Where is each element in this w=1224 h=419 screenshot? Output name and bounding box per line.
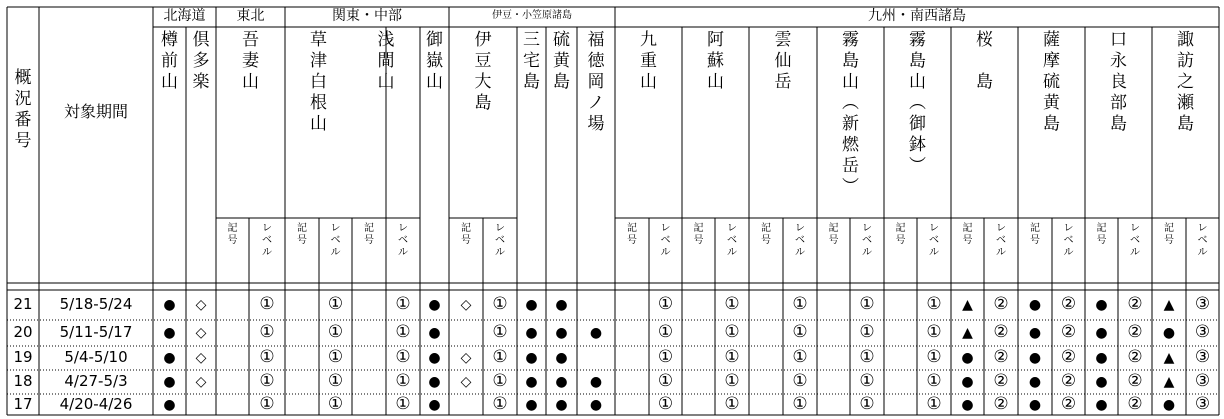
row-21-tarumae-mark: ●: [163, 297, 176, 313]
row-18-fukutoku-mark: ●: [589, 374, 603, 390]
row-19-no: 19: [13, 348, 33, 366]
level-header-kuju: レ ベ ル: [660, 223, 671, 258]
row-21-aso-level: ①: [724, 294, 740, 314]
row-18-izu-kigo: ◇: [460, 374, 472, 390]
row-21-iwoto-mark: ●: [555, 297, 568, 313]
level-header-kuchino: レ ベ ル: [1130, 223, 1140, 258]
row-20-sakura-level: ②: [993, 322, 1009, 342]
row-19-izu-kigo: ◇: [460, 350, 472, 366]
row-17-satsuma-kigo: ●: [1028, 396, 1042, 413]
row-18-no: 18: [13, 372, 33, 390]
region-kanto: 関東・中部: [332, 8, 402, 24]
row-19-ontake-mark: ●: [428, 350, 441, 366]
row-18-kuchino-level: ②: [1127, 371, 1143, 391]
row-21-kuttara-mark: ◇: [195, 297, 207, 313]
row-21-suwanose-level: ③: [1194, 294, 1211, 314]
volcano-ohachi: 霧 島 山 ︵ 御 鉢 ︶: [909, 30, 926, 176]
volcano-aso: 阿 蘇 山: [707, 30, 724, 92]
row-21-ontake-mark: ●: [428, 297, 441, 313]
row-19-miyake-mark: ●: [525, 350, 538, 366]
volcano-miyake: 三 宅 島: [523, 30, 540, 92]
row-18-suwanose-level: ③: [1194, 371, 1211, 391]
row-21-kuchino-level: ②: [1127, 294, 1143, 314]
row-21-izu-level: ①: [492, 294, 508, 314]
region-izu: 伊豆・小笠原諸島: [492, 10, 572, 21]
row-21-period: 5/18-5/24: [59, 295, 133, 313]
row-17-ontake-mark: ●: [428, 396, 441, 413]
row-19-kuttara-mark: ◇: [195, 350, 207, 366]
row-20-kuttara-mark: ◇: [195, 325, 207, 341]
kigo-header-kusatsu: 記 号: [297, 223, 307, 246]
row-20-shinmoe-level: ①: [859, 322, 875, 342]
row-17-suwanose-kigo: ●: [1162, 396, 1176, 413]
row-18-kuju-level: ①: [657, 371, 674, 391]
row-18-kuchino-kigo: ●: [1095, 374, 1108, 390]
row-17-kuchino-level: ②: [1127, 393, 1143, 414]
row-17-no: 17: [13, 394, 33, 413]
kigo-header-suwanose: 記 号: [1164, 223, 1174, 246]
volcano-unzen: 雲 仙 岳: [774, 30, 792, 92]
volcano-kuttara: 倶 多 楽: [192, 30, 210, 92]
row-18-kuttara-mark: ◇: [195, 374, 207, 390]
row-20-no: 20: [13, 323, 33, 341]
row-21-satsuma-kigo: ●: [1028, 297, 1042, 313]
row-19-iwoto-mark: ●: [555, 350, 568, 366]
row-21-asama-level: ①: [395, 294, 411, 314]
volcano-kusatsu: 草 津 白 根 山: [310, 30, 327, 134]
row-20-aso-level: ①: [724, 322, 740, 342]
row-21-no: 21: [13, 295, 33, 313]
volcano-izuoshima: 伊 豆 大 島: [474, 30, 492, 113]
row-17-asama-level: ①: [395, 393, 411, 414]
row-18-unzen-level: ①: [792, 371, 808, 391]
row-18-suwanose-kigo: ▲: [1163, 374, 1175, 390]
row-20-azuma-level: ①: [259, 322, 275, 342]
row-21-shinmoe-level: ①: [859, 294, 875, 314]
level-header-suwanose: レ ベ ル: [1197, 223, 1208, 258]
level-header-azuma: レ ベ ル: [262, 223, 272, 258]
volcano-ontake: 御 嶽 山: [426, 30, 443, 92]
kigo-header-izu: 記 号: [461, 223, 471, 246]
row-18-sakura-level: ②: [993, 371, 1009, 391]
region-tohoku: 東北: [236, 8, 265, 24]
volcano-fukutoku: 福 徳 岡 ノ 場: [587, 30, 605, 134]
row-21-izu-kigo: ◇: [460, 297, 472, 313]
kigo-header-kuju: 記 号: [627, 223, 637, 246]
row-20-kusatsu-level: ①: [327, 322, 344, 342]
row-18-iwoto-mark: ●: [555, 374, 568, 390]
row-20-satsuma-kigo: ●: [1028, 325, 1042, 341]
row-21-sakura-level: ②: [993, 294, 1009, 314]
row-19-satsuma-level: ②: [1060, 347, 1077, 367]
row-18-asama-level: ①: [395, 371, 411, 391]
volcano-kuchino: 口 永 良 部 島: [1110, 30, 1127, 134]
row-17-kusatsu-level: ①: [327, 393, 344, 414]
row-20-kuchino-level: ②: [1127, 322, 1143, 342]
row-19-kuchino-level: ②: [1127, 347, 1143, 367]
row-19-shinmoe-level: ①: [859, 347, 875, 367]
row-17-izu-level: ①: [492, 393, 508, 414]
header-no: 概 況 番 号: [14, 68, 32, 151]
kigo-header-satsuma: 記 号: [1030, 223, 1040, 246]
region-hokkaido: 北海道: [163, 8, 206, 24]
volcano-asama: 浅 間 山: [377, 30, 395, 92]
row-18-period: 4/27-5/3: [64, 372, 128, 390]
row-17-sakura-level: ②: [993, 393, 1009, 414]
row-19-satsuma-kigo: ●: [1028, 350, 1042, 366]
row-18-ontake-mark: ●: [428, 374, 441, 390]
row-17-iwoto-mark: ●: [555, 396, 568, 413]
region-kyushu: 九州・南西諸島: [868, 8, 966, 24]
row-18-kusatsu-level: ①: [327, 371, 344, 391]
row-17-aso-level: ①: [724, 393, 740, 414]
row-20-ohachi-level: ①: [926, 322, 942, 342]
row-18-sakura-kigo: ●: [961, 374, 974, 390]
kigo-header-sakura: 記 号: [962, 223, 973, 246]
row-20-suwanose-level: ③: [1194, 322, 1211, 342]
row-20-fukutoku-mark: ●: [589, 325, 603, 341]
row-21-satsuma-level: ②: [1060, 294, 1077, 314]
row-20-period: 5/11-5/17: [59, 323, 133, 341]
row-19-asama-level: ①: [395, 347, 411, 367]
row-19-aso-level: ①: [724, 347, 740, 367]
level-header-aso: レ ベ ル: [727, 223, 737, 258]
row-19-kuju-level: ①: [657, 347, 674, 367]
row-17-sakura-kigo: ●: [961, 396, 974, 413]
header-period: 対象期間: [63, 102, 128, 121]
level-header-asama: レ ベ ル: [398, 223, 408, 258]
row-19-suwanose-level: ③: [1194, 347, 1211, 367]
row-18-azuma-level: ①: [259, 371, 275, 391]
level-header-ohachi: レ ベ ル: [929, 223, 939, 258]
row-18-izu-level: ①: [492, 371, 508, 391]
volcano-shinmoe: 霧 島 山 ︵ 新 燃 岳 ︶: [842, 30, 859, 197]
row-17-fukutoku-mark: ●: [589, 396, 603, 413]
row-18-aso-level: ①: [724, 371, 740, 391]
kigo-header-kuchino: 記 号: [1096, 223, 1107, 246]
level-header-satsuma: レ ベ ル: [1063, 223, 1074, 258]
row-21-azuma-level: ①: [259, 294, 275, 314]
row-21-suwanose-kigo: ▲: [1163, 297, 1175, 313]
row-19-kuchino-kigo: ●: [1095, 350, 1108, 366]
level-header-sakura: レ ベ ル: [996, 223, 1006, 258]
row-17-shinmoe-level: ①: [859, 393, 875, 414]
row-18-tarumae-mark: ●: [163, 374, 176, 390]
row-21-kuju-level: ①: [657, 294, 674, 314]
volcano-kuju: 九 重 山: [640, 30, 657, 92]
row-20-asama-level: ①: [395, 322, 411, 342]
level-header-unzen: レ ベ ル: [795, 223, 805, 258]
row-20-unzen-level: ①: [792, 322, 808, 342]
volcano-azuma: 吾 妻 山: [242, 30, 259, 92]
kigo-header-azuma: 記 号: [227, 223, 238, 246]
row-19-sakura-level: ②: [993, 347, 1009, 367]
row-21-kusatsu-level: ①: [327, 294, 344, 314]
row-19-suwanose-kigo: ▲: [1163, 350, 1175, 366]
row-17-kuju-level: ①: [657, 393, 674, 414]
row-17-tarumae-mark: ●: [163, 396, 176, 413]
kigo-header-shinmoe: 記 号: [828, 223, 839, 246]
row-17-miyake-mark: ●: [525, 396, 538, 413]
row-21-ohachi-level: ①: [926, 294, 942, 314]
row-19-azuma-level: ①: [259, 347, 275, 367]
row-20-tarumae-mark: ●: [163, 325, 176, 341]
row-19-kusatsu-level: ①: [327, 347, 344, 367]
row-17-unzen-level: ①: [792, 393, 808, 414]
volcano-suwanose: 諏 訪 之 瀬 島: [1177, 30, 1194, 134]
row-19-tarumae-mark: ●: [163, 350, 176, 366]
row-18-satsuma-kigo: ●: [1028, 374, 1042, 390]
row-20-satsuma-level: ②: [1060, 322, 1077, 342]
row-19-sakura-kigo: ●: [961, 350, 974, 366]
volcano-iwoto: 硫 黄 島: [553, 30, 570, 92]
row-19-ohachi-level: ①: [926, 347, 942, 367]
row-17-ohachi-level: ①: [926, 393, 942, 414]
row-17-kuchino-kigo: ●: [1095, 396, 1108, 413]
volcano-satsuma: 薩 摩 硫 黄 島: [1043, 30, 1060, 134]
row-21-sakura-kigo: ▲: [962, 297, 973, 313]
row-20-kuju-level: ①: [657, 322, 674, 342]
level-header-shinmoe: レ ベ ル: [862, 223, 872, 258]
row-17-period: 4/20-4/26: [59, 394, 133, 413]
row-17-satsuma-level: ②: [1060, 393, 1077, 414]
row-18-shinmoe-level: ①: [859, 371, 875, 391]
row-20-izu-level: ①: [492, 322, 508, 342]
row-20-suwanose-kigo: ●: [1162, 325, 1176, 341]
row-17-suwanose-level: ③: [1194, 393, 1211, 414]
row-20-sakura-kigo: ▲: [962, 325, 973, 341]
row-18-satsuma-level: ②: [1060, 371, 1077, 391]
kigo-header-asama: 記 号: [364, 223, 374, 246]
row-20-kuchino-kigo: ●: [1095, 325, 1108, 341]
kigo-header-ohachi: 記 号: [895, 223, 906, 246]
level-header-kusatsu: レ ベ ル: [330, 223, 341, 258]
volcano-tarumae: 樽 前 山: [161, 30, 178, 92]
row-17-azuma-level: ①: [259, 393, 275, 414]
row-19-unzen-level: ①: [792, 347, 808, 367]
row-21-kuchino-kigo: ●: [1095, 297, 1108, 313]
row-20-miyake-mark: ●: [525, 325, 538, 341]
level-header-izu: レ ベ ル: [495, 223, 505, 258]
volcano-sakura: 桜 島: [976, 30, 993, 92]
kigo-header-unzen: 記 号: [761, 223, 771, 246]
row-18-ohachi-level: ①: [926, 371, 942, 391]
row-20-iwoto-mark: ●: [555, 325, 568, 341]
row-19-izu-level: ①: [492, 347, 508, 367]
row-20-ontake-mark: ●: [428, 325, 441, 341]
row-21-unzen-level: ①: [792, 294, 808, 314]
row-18-miyake-mark: ●: [525, 374, 538, 390]
row-19-period: 5/4-5/10: [64, 348, 128, 366]
row-21-miyake-mark: ●: [525, 297, 538, 313]
kigo-header-aso: 記 号: [693, 223, 704, 246]
